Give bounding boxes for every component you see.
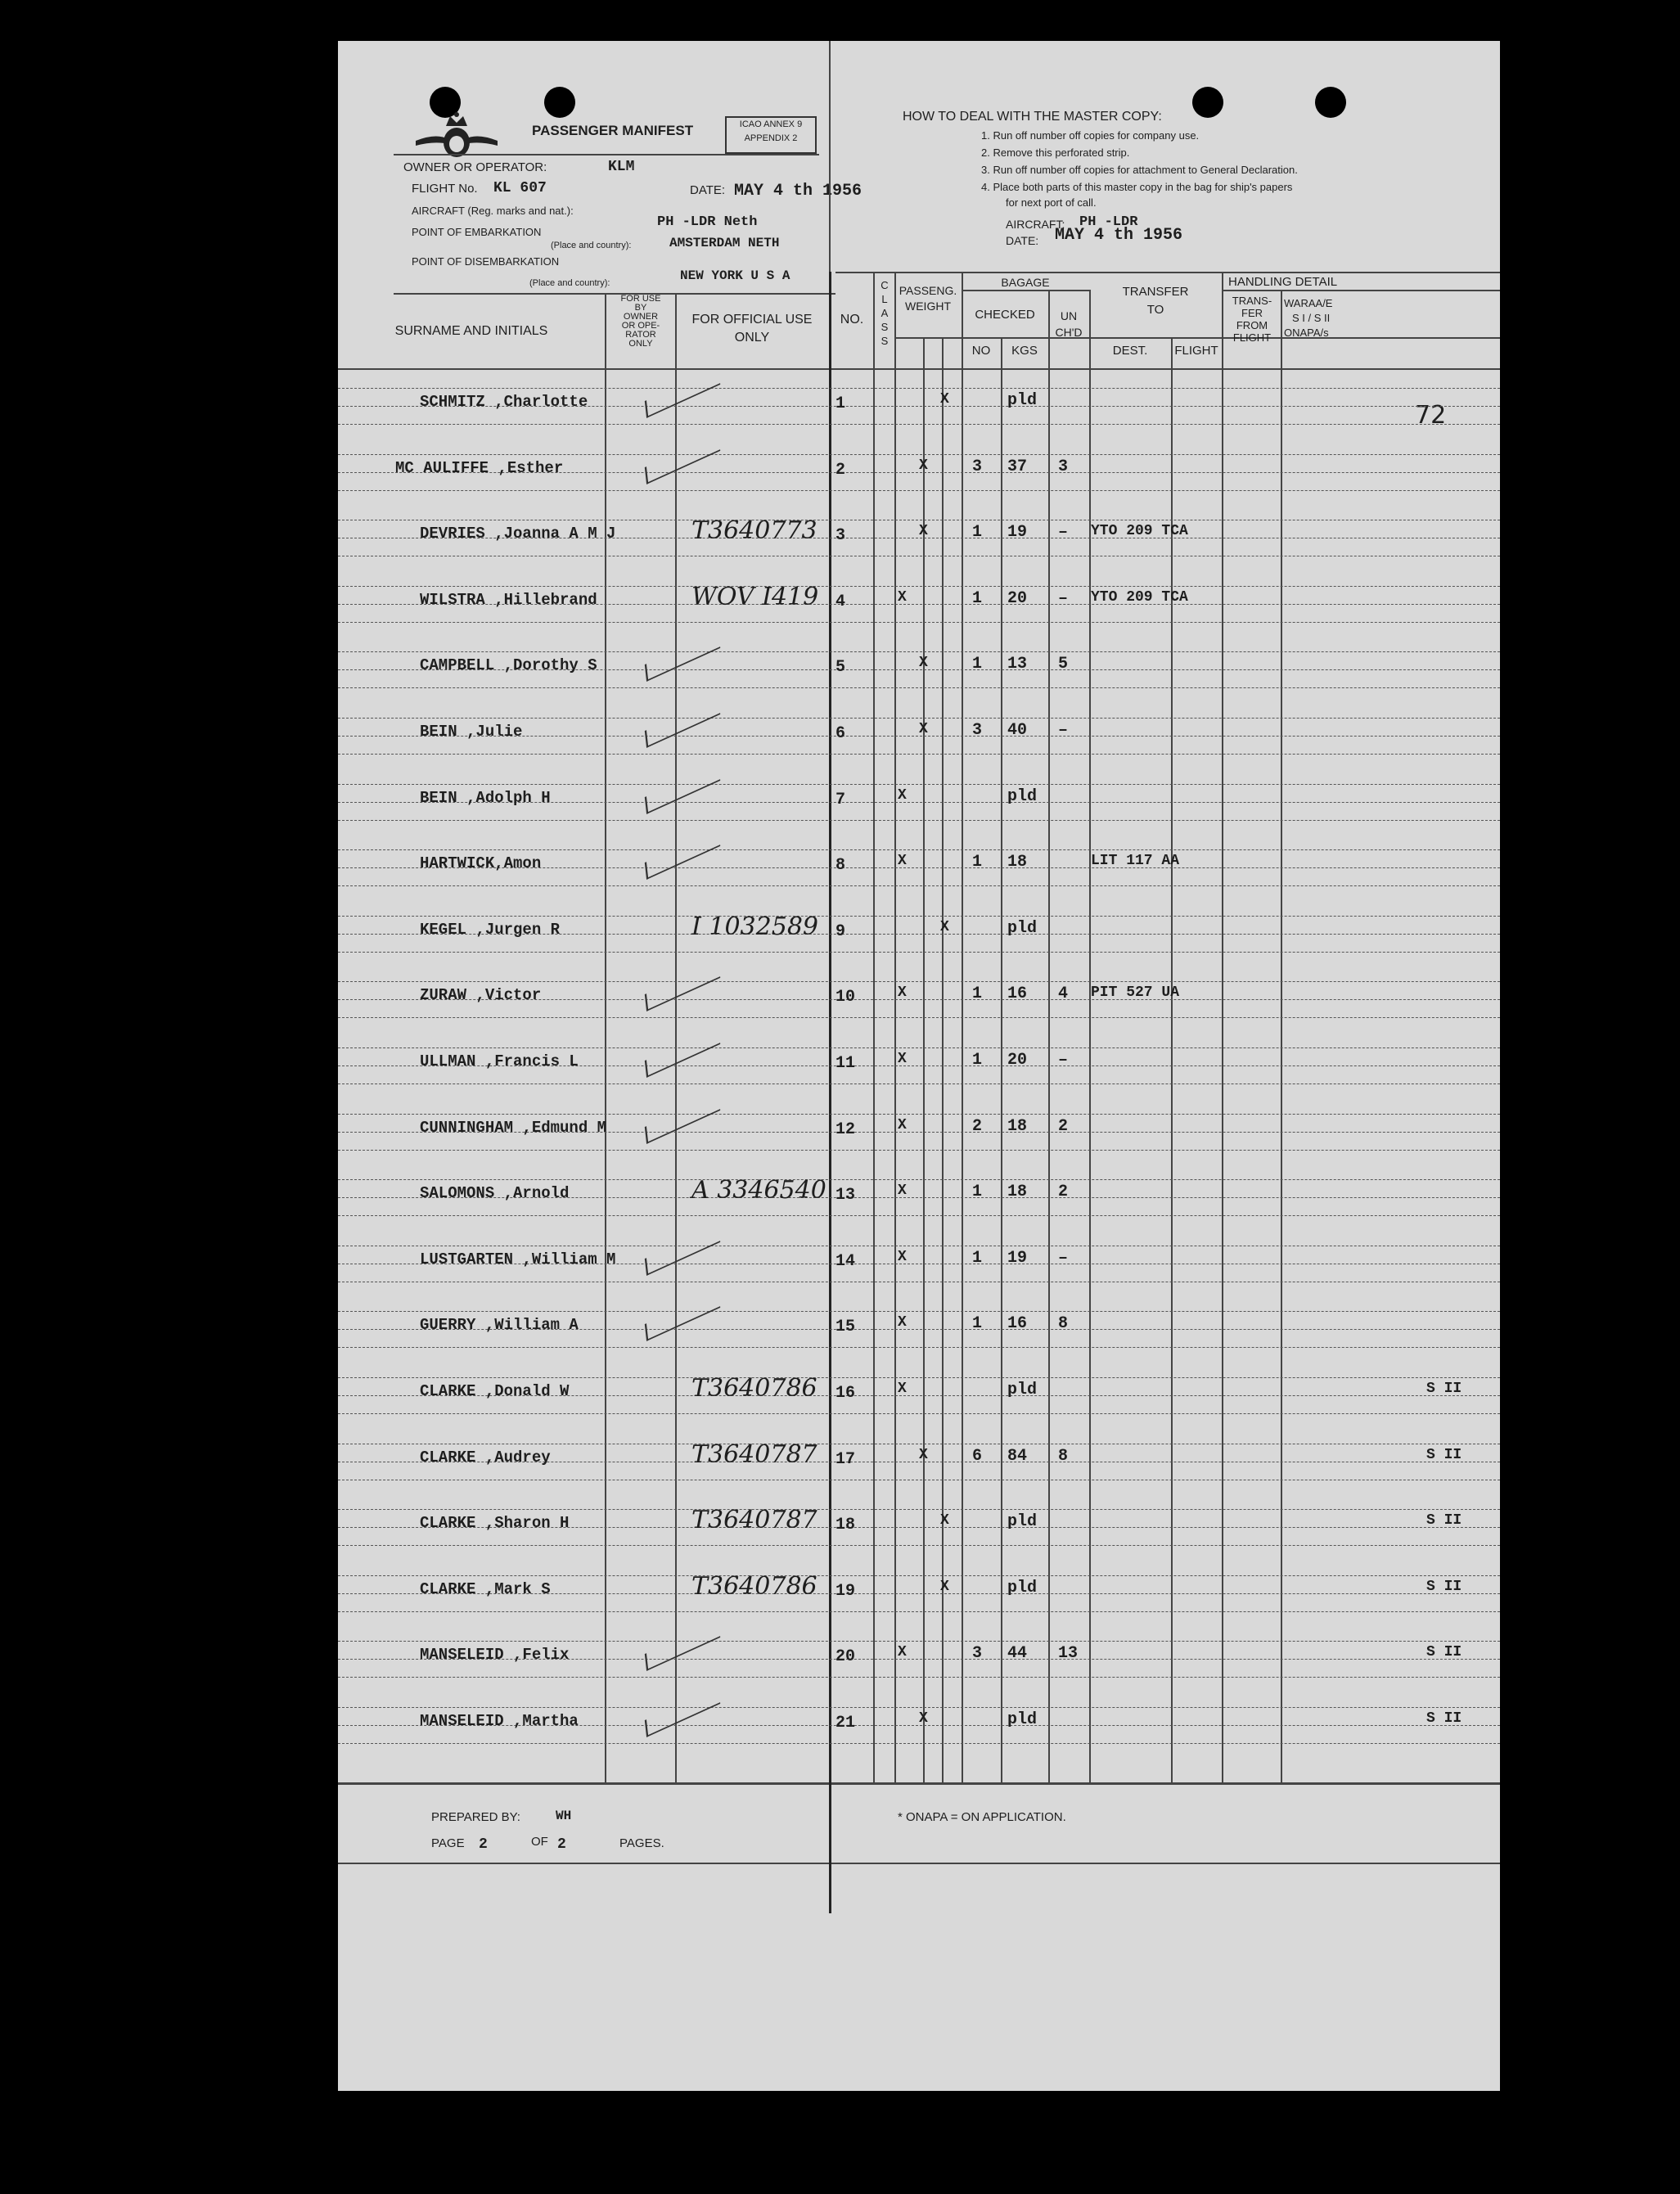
passenger-number: 9 [835,921,846,941]
passenger-weight-mark: X [898,1051,907,1067]
row-guide-line [338,1611,1500,1612]
col-transfer-from-line: TRANS- [1232,295,1272,307]
col-class [875,278,894,348]
bag-unchecked: 8 [1058,1314,1069,1334]
bag-count: 1 [972,655,983,674]
row-guide-line [338,1377,1500,1378]
aircraft-value: PH -LDR Neth [657,214,758,230]
bag-kgs: pld [1007,1381,1038,1399]
rule [394,154,819,155]
col-passeng-line: PASSENG. [899,284,957,297]
passenger-number: 15 [835,1318,856,1337]
col-transfer-line: TO [1146,303,1164,317]
check-mark-icon [645,1687,720,1737]
official-number: T3640786 [691,1571,817,1601]
passenger-weight-mark: X [940,1578,949,1595]
rule [894,337,1500,339]
passenger-name: BEIN ,Julie [420,723,523,741]
passenger-weight-mark: X [919,721,928,737]
handling-detail: S II [1426,1381,1462,1397]
rule [338,1782,1500,1785]
row-guide-line [338,1150,1500,1151]
passenger-name: ZURAW ,Victor [420,986,542,1005]
side-note: 72 [1415,401,1447,430]
bag-count: 3 [972,1644,983,1664]
passenger-number: 6 [835,724,846,743]
bag-unchecked: 2 [1058,1116,1069,1136]
passenger-name: CAMPBELL ,Dorothy S [420,656,597,675]
passenger-name: DEVRIES ,Joanna A M J [420,525,616,543]
row-guide-line [338,1215,1500,1216]
col-unchd-line: UN [1060,309,1078,322]
passenger-number: 20 [835,1647,856,1667]
bag-kgs: pld [1007,1512,1038,1532]
bag-unchecked: 13 [1058,1644,1079,1664]
instructions-aircraft-value: PH -LDR [1079,214,1138,230]
instruction-item: for next port of call. [1006,196,1097,209]
bag-kgs: 13 [1007,655,1028,674]
row-guide-line [338,1413,1500,1414]
row-guide-line [338,1641,1500,1642]
table-row [338,1429,1500,1494]
check-mark-icon [645,1225,720,1276]
passenger-weight-mark: X [898,1116,907,1133]
table-row [338,637,1500,702]
table-row [338,1363,1500,1428]
check-mark-icon [645,961,720,1011]
passenger-name: MANSELEID ,Felix [420,1646,570,1665]
col-bag-no: NO [971,344,991,358]
passenger-weight-mark: X [919,457,928,474]
passenger-weight-mark: X [919,1446,928,1463]
row-guide-line [338,622,1500,623]
embark-sub: (Place and country): [551,241,632,250]
bag-count: 1 [972,853,983,872]
page-value: 2 [479,1836,488,1853]
row-guide-line [338,1347,1500,1348]
col-class-letter: A [881,307,889,319]
of-value: 2 [557,1836,566,1853]
bag-count: 1 [972,1051,983,1070]
table-row [338,966,1500,1032]
check-mark-icon [645,367,720,418]
passenger-number: 5 [835,658,846,678]
passenger-name: SALOMONS ,Arnold [420,1184,570,1203]
row-guide-line [338,1047,1500,1048]
manifest-page [338,41,1500,2091]
passenger-weight-mark: X [940,918,949,935]
row-guide-line [338,687,1500,688]
passenger-number: 18 [835,1516,856,1535]
bag-unchecked: 2 [1058,1183,1069,1202]
bag-count: 3 [972,457,983,476]
passenger-name: MC AULIFFE ,Esther [395,458,564,477]
official-number: WOV I419 [691,582,819,611]
official-number: I 1032589 [691,912,818,941]
passenger-name: CLARKE ,Sharon H [420,1514,570,1533]
bag-unchecked: – [1058,1051,1069,1070]
check-mark-icon [645,434,720,484]
bag-count: 1 [972,523,983,543]
bag-count: 3 [972,721,983,740]
row-guide-line [338,1545,1500,1546]
col-class-letter: S [881,335,889,347]
table-row [338,1231,1500,1296]
row-guide-line [338,981,1500,982]
bag-kgs: 19 [1007,1248,1028,1268]
instruction-item: 2. Remove this perforated strip. [981,146,1130,159]
bag-count: 1 [972,588,983,608]
transfer-to: LIT 117 AA [1091,853,1180,870]
col-owner-use-line: BY [634,303,647,313]
col-waraa-line: S I / S II [1292,312,1331,324]
instructions-date-value: MAY 4 th 1956 [1055,226,1183,245]
bag-unchecked: – [1058,1248,1069,1268]
col-owner-use-line: RATOR [625,330,656,340]
passenger-weight-mark: X [898,984,907,1002]
passenger-name: BEIN ,Adolph H [420,788,551,807]
passenger-number: 14 [835,1251,856,1271]
bag-unchecked: 5 [1058,655,1069,674]
row-guide-line [338,1311,1500,1312]
owner-label: OWNER OR OPERATOR: [403,160,547,174]
col-transfer-from-line: FER [1241,307,1263,319]
passenger-name: MANSELEID ,Martha [420,1712,579,1730]
bag-kgs: pld [1007,918,1038,938]
col-waraa-line: WARAA/E [1284,297,1333,309]
passenger-name: KEGEL ,Jurgen R [420,920,561,939]
bag-kgs: 37 [1007,457,1028,476]
row-guide-line [338,651,1500,652]
bag-unchecked: – [1058,588,1069,608]
bag-kgs: 44 [1007,1644,1028,1664]
row-guide-line [338,820,1500,821]
passenger-weight-mark: X [898,1183,907,1200]
col-transfer-from [1223,295,1281,344]
col-waraa [1284,296,1358,340]
transfer-to: PIT 527 UA [1091,984,1180,1002]
bag-unchecked: 3 [1058,457,1069,476]
disembark-value: NEW YORK U S A [680,268,790,283]
table-row [338,1099,1500,1165]
bag-kgs: 16 [1007,984,1028,1004]
instructions-date-label: DATE: [1006,234,1039,247]
col-owner-use-line: FOR USE [620,294,661,304]
bag-kgs: 18 [1007,853,1028,872]
passenger-number: 2 [835,460,846,480]
passenger-weight-mark: X [940,1512,949,1529]
disembark-label: POINT OF DISEMBARKATION [412,255,560,268]
col-class-letter: L [881,293,888,305]
transfer-to: YTO 209 TCA [1091,588,1188,606]
col-dest: DEST. [1112,344,1148,358]
col-checked: CHECKED [975,308,1035,322]
punch-hole [544,87,575,118]
col-unchd [1048,308,1089,340]
col-no: NO. [840,313,864,327]
bag-count: 1 [972,1183,983,1202]
bag-kgs: 84 [1007,1446,1028,1466]
transfer-to: YTO 209 TCA [1091,523,1188,540]
punch-hole [1315,87,1346,118]
col-transfer-from-line: FLIGHT [1232,331,1272,344]
col-surname: SURNAME AND INITIALS [394,324,548,338]
row-guide-line [338,952,1500,953]
passenger-number: 19 [835,1581,856,1601]
table-row [338,1033,1500,1098]
handling-detail: S II [1426,1446,1462,1463]
bag-count: 1 [972,984,983,1004]
col-kgs: KGS [1011,344,1038,358]
bag-kgs: pld [1007,1578,1038,1597]
rule [338,368,1500,370]
col-transfer-from-line: FROM [1236,319,1268,331]
bag-kgs: 19 [1007,523,1028,543]
row-guide-line [338,754,1500,755]
passenger-number: 12 [835,1120,856,1139]
prepared-value: WH [556,1809,572,1823]
instruction-item: 3. Run off number off copies for attachment to General Declaration. [981,164,1298,176]
table-row [338,703,1500,768]
table-row [338,1296,1500,1362]
col-handling: HANDLING DETAIL [1228,275,1338,289]
col-waraa-line: ONAPA/s [1284,327,1329,339]
bag-kgs: 20 [1007,1051,1028,1070]
table-row [338,1626,1500,1692]
passenger-weight-mark: X [919,1710,928,1727]
check-mark-icon [645,1620,720,1671]
bag-kgs: 18 [1007,1116,1028,1136]
passenger-weight-mark: X [898,1314,907,1331]
passenger-name: HARTWICK,Amon [420,854,542,873]
table-row [338,373,1500,439]
row-guide-line [338,1707,1500,1708]
col-class-letter: C [881,279,889,291]
handling-detail: S II [1426,1512,1462,1529]
passenger-weight-mark: X [898,1644,907,1661]
col-owner-use-line: OR OPE- [621,321,660,331]
page-label: PAGE [431,1836,465,1850]
row-guide-line [338,1677,1500,1678]
passenger-name: WILSTRA ,Hillebrand [420,590,597,609]
row-guide-line [338,424,1500,425]
of-label: OF [531,1835,548,1849]
col-official-line: FOR OFFICIAL USE [691,313,813,327]
passenger-weight-mark: X [898,786,907,804]
table-row [338,1561,1500,1626]
row-guide-line [338,885,1500,886]
instructions-title: HOW TO DEAL WITH THE MASTER COPY: [903,110,1162,124]
table-row [338,1494,1500,1560]
row-guide-line [338,586,1500,587]
check-mark-icon [645,1291,720,1341]
col-transfer-line: TRANSFER [1122,285,1189,299]
passenger-number: 3 [835,526,846,546]
flight-value: KL 607 [493,180,547,196]
icao-box [725,116,817,154]
row-guide-line [338,1017,1500,1018]
passenger-number: 13 [835,1186,856,1205]
embark-label: POINT OF EMBARKATION [412,226,542,238]
bag-kgs: pld [1007,786,1038,806]
icao-line: APPENDIX 2 [744,133,798,143]
check-mark-icon [645,1093,720,1144]
table-row [338,1165,1500,1230]
row-guide-line [338,1179,1500,1180]
passenger-weight-mark: X [919,523,928,540]
flight-label: FLIGHT No. [412,182,478,196]
col-official [675,311,829,347]
bag-kgs: 18 [1007,1183,1028,1202]
passenger-name: CLARKE ,Donald W [420,1382,570,1400]
col-official-line: ONLY [734,331,770,345]
table-row [338,439,1500,505]
official-number: A 3346540 [691,1176,826,1205]
row-guide-line [338,1509,1500,1510]
bag-count: 2 [972,1116,983,1136]
passenger-name: ULLMAN ,Francis L [420,1052,579,1070]
row-guide-line [338,916,1500,917]
passenger-number: 10 [835,988,856,1007]
passenger-number: 8 [835,856,846,876]
passenger-number: 11 [835,1054,856,1073]
embark-value: AMSTERDAM NETH [669,236,780,250]
passenger-number: 21 [835,1714,856,1732]
prepared-label: PREPARED BY: [431,1810,520,1824]
official-number: T3640786 [691,1374,817,1403]
col-passeng-line: WEIGHT [905,300,951,313]
row-guide-line [338,849,1500,850]
bag-unchecked: 8 [1058,1446,1069,1466]
handling-detail: S II [1426,1710,1462,1727]
col-passeng-weight [894,283,962,314]
official-number: T3640787 [691,1439,817,1469]
check-mark-icon [645,1027,720,1078]
passenger-name: LUSTGARTEN ,William M [420,1250,616,1268]
col-transfer [1089,283,1222,319]
passenger-weight-mark: X [898,853,907,870]
official-number: T3640773 [691,516,817,546]
col-bagage: BAGAGE [1001,276,1050,289]
passenger-weight-mark: X [940,391,949,408]
table-row [338,505,1500,570]
onapa-note: * ONAPA = ON APPLICATION. [898,1810,1066,1824]
col-owner-use-line: OWNER [623,312,659,322]
bag-kgs: pld [1007,1710,1038,1729]
bag-kgs: 16 [1007,1314,1028,1334]
icao-line: ICAO ANNEX 9 [739,119,803,129]
bag-kgs: 20 [1007,588,1028,608]
passenger-name: CLARKE ,Audrey [420,1448,551,1466]
passenger-weight-mark: X [919,655,928,672]
bag-count: 1 [972,1248,983,1268]
col-owner-use-line: ONLY [628,339,653,349]
row-guide-line [338,718,1500,719]
check-mark-icon [645,631,720,682]
passenger-weight-mark: X [898,588,907,606]
table-row [338,1692,1500,1758]
check-mark-icon [645,764,720,814]
rule [829,41,831,286]
passenger-name: CUNNINGHAM ,Edmund M [420,1118,607,1137]
table-row [338,769,1500,835]
bag-count: 1 [972,1314,983,1334]
instruction-item: 1. Run off number off copies for company use. [981,129,1200,142]
row-guide-line [338,454,1500,455]
table-row [338,835,1500,900]
check-mark-icon [645,697,720,748]
table-row [338,571,1500,637]
row-guide-line [338,388,1500,389]
row-guide-line [338,490,1500,491]
pages-label: PAGES. [619,1836,664,1850]
manifest-title: PASSENGER MANIFEST [532,123,694,138]
aircraft-label: AIRCRAFT (Reg. marks and nat.): [412,205,574,217]
col-flight: FLIGHT [1174,344,1218,358]
bag-count: 6 [972,1446,983,1466]
handling-detail: S II [1426,1578,1462,1595]
passenger-number: 16 [835,1384,856,1403]
check-mark-icon [645,829,720,880]
bag-unchecked: 4 [1058,984,1069,1004]
bag-kgs: pld [1007,391,1038,410]
disembark-sub: (Place and country): [529,278,610,288]
passenger-number: 17 [835,1449,856,1469]
bag-unchecked: – [1058,721,1069,740]
passenger-weight-mark: X [898,1381,907,1397]
passenger-number: 4 [835,592,846,611]
passenger-name: CLARKE ,Mark S [420,1579,551,1598]
row-guide-line [338,1575,1500,1576]
passenger-name: SCHMITZ ,Charlotte [420,393,588,411]
table-row [338,901,1500,966]
official-number: T3640787 [691,1506,817,1535]
passenger-number: 7 [835,790,846,809]
passenger-weight-mark: X [898,1248,907,1265]
instruction-item: 4. Place both parts of this master copy in the bag for ship's papers [981,181,1293,193]
bag-kgs: 40 [1007,721,1028,740]
date-value: MAY 4 th 1956 [734,182,863,200]
col-class-letter: S [881,321,889,333]
row-guide-line [338,1743,1500,1744]
row-guide-line [338,1114,1500,1115]
handling-detail: S II [1426,1644,1462,1661]
passenger-name: GUERRY ,William A [420,1316,579,1335]
bag-unchecked: – [1058,523,1069,543]
col-unchd-line: CH'D [1055,326,1083,339]
instructions-aircraft-label: AIRCRAFT: [1006,218,1065,231]
passenger-number: 1 [835,394,846,413]
row-guide-line [338,784,1500,785]
owner-value: KLM [608,159,635,175]
row-guide-line [338,1083,1500,1084]
rule [338,1863,1500,1864]
date-label: DATE: [690,183,726,197]
col-owner-use [606,295,675,349]
punch-hole [1192,87,1223,118]
